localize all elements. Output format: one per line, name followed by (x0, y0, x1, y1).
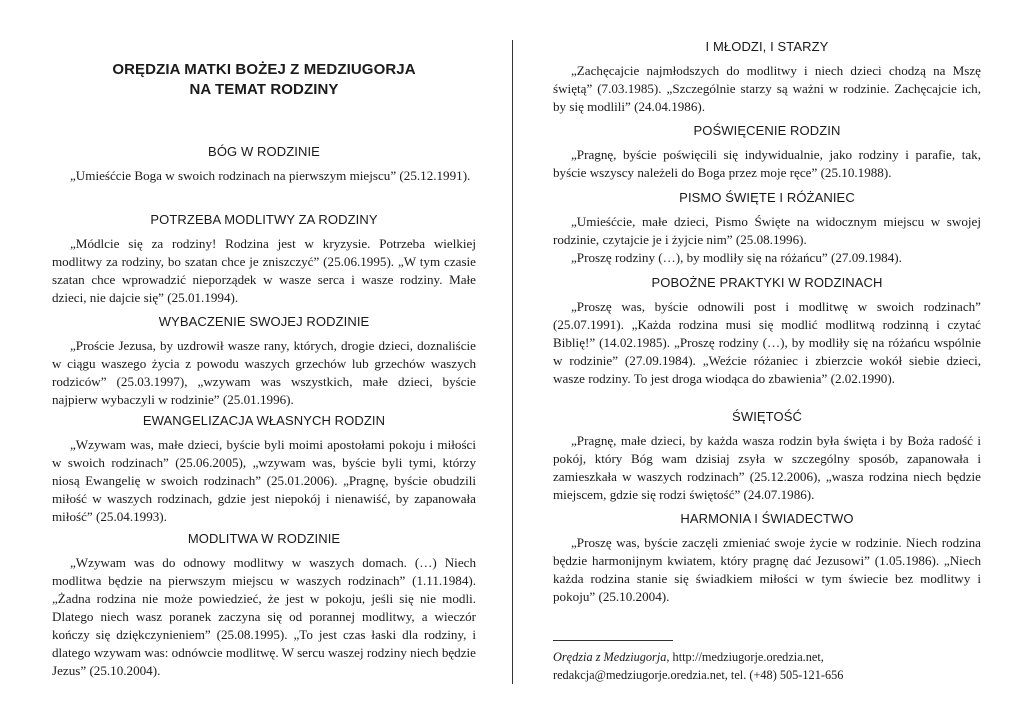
footnote-url[interactable]: , http://medziugorje.oredzia.net, (666, 650, 824, 664)
section-heading: EWANGELIZACJA WŁASNYCH RODZIN (142, 413, 386, 428)
section-swietosc (553, 408, 981, 504)
section-heading: I MŁODZI, I STARZY (705, 39, 829, 54)
section-body: „Wzywam was do odnowy modlitwy w waszych domach. (…) Niech modlitwa będzie na pierwszym miejscu w waszych rodzinach” (1.11.1984). „Żadna rodzina nie może powiedzieć, że jest w pokoju, jeśli się nie modli. Dlatego niech wasz poranek zaczyna się od porannej modlitwy, a wieczór kończy się dziękczynieniem” (25.08.1995). „To jest czas łaski dla rodziny, i dlatego wzywam was: odnówcie modlitwę. W sercu waszej rodziny niech będzie Jezus” (25.10.2004). (52, 555, 476, 678)
section-body: „Proszę was, byście odnowili post i modlitwę w swoich rodzinach” (25.07.1991). „Każda rodzina musi się modlić modlitwą rodzinną i czytać Biblię!” (14.02.1985). „Proszę rodziny (…), by modliły się na różańcu wspólnie w rodzinie” (27.09.1984). „Weźcie różaniec i zbierzcie wokół siebie dzieci, wasze rodziny. To jest droga wiodąca do zbawienia” (2.02.1990). (553, 299, 981, 386)
section-harmonia (553, 510, 981, 606)
section-pismo-swiete (553, 189, 981, 267)
section-body: „Proście Jezusa, by uzdrowił wasze rany, których, drogie dzieci, doznaliście w ciągu waszego życia z powodu waszych grzechów lub grzechów waszych rodziców” (25.03.1997), „wzywam was wszystkich, małe dzieci, byście najpierw wybaczyli w rodzinie” (25.01.1996). (52, 338, 476, 407)
section-body: „Umieśćcie Boga w swoich rodzinach na pierwszym miejscu” (25.12.1991). (70, 168, 471, 183)
section-heading: ŚWIĘTOŚĆ (732, 409, 802, 424)
section-heading: MODLITWA W RODZINIE (187, 531, 341, 546)
section-heading: POTRZEBA MODLITWY ZA RODZINY (150, 212, 378, 227)
column-divider (512, 40, 513, 684)
footnote-rule (553, 640, 673, 641)
section-pobozne-praktyki (553, 274, 981, 388)
title-line-2: NA TEMAT RODZINY (189, 81, 339, 98)
page-title (52, 60, 476, 100)
right-column (553, 0, 981, 725)
section-heading: WYBACZENIE SWOJEJ RODZINIE (158, 314, 370, 329)
section-mlodzi-starzy (553, 38, 981, 116)
section-heading: POBOŻNE PRAKTYKI W RODZINACH (651, 275, 883, 290)
left-column (52, 0, 476, 725)
section-body: „Umieśćcie, małe dzieci, Pismo Święte na widocznym miejscu w swojej rodzinie, czytajcie je i żyjcie nim” (25.08.1996). (553, 214, 981, 247)
footnote-contact[interactable]: redakcja@medziugorje.oredzia.net, tel. (+48) 505-121-656 (553, 668, 844, 682)
section-body: „Pragnę, byście poświęcili się indywidualnie, jako rodziny i parafie, tak, byście wszyscy należeli do Boga przez moje ręce” (25.10.1988). (553, 147, 981, 180)
section-wybaczenie (52, 313, 476, 409)
section-modlitwa-w-rodzinie (52, 530, 476, 680)
section-body: „Pragnę, małe dzieci, by każda wasza rodzin była święta i by Boża radość i pokój, który Bóg wam dzisiaj zsyła w szczególny sposób, zapanowała i zamieszkała w waszych rodzinach” (25.12.2006), „wasza rodzina niech będzie miejscem, gdzie się rodzi świętość” (24.07.1986). (553, 433, 981, 502)
section-heading: POŚWIĘCENIE RODZIN (693, 123, 841, 138)
title-line-1: ORĘDZIA MATKI BOŻEJ Z MEDZIUGORJA (112, 61, 416, 78)
section-bog-w-rodzinie (52, 143, 476, 185)
section-body: „Módlcie się za rodziny! Rodzina jest w kryzysie. Potrzeba wielkiej modlitwy za rodziny, bo szatan chce je zniszczyć” (25.06.1995). „W tym czasie szatan chce wprowadzić nieporządek w wasze serca i wasze rodziny. Małe dzieci, nie dajcie się” (25.01.1994). (52, 236, 476, 305)
footnote (553, 648, 981, 684)
section-heading: HARMONIA I ŚWIADECTWO (680, 511, 854, 526)
section-poswiecenie (553, 122, 981, 182)
section-heading: PISMO ŚWIĘTE I RÓŻANIEC (679, 190, 855, 205)
section-body: „Zachęcajcie najmłodszych do modlitwy i niech dzieci chodzą na Mszę świętą” (7.03.1985). „Szczególnie starzy są ważni w rodzinie. Zachęcajcie ich, by się modlili” (24.04.1986). (553, 63, 981, 114)
section-body: „Wzywam was, małe dzieci, byście byli moimi apostołami pokoju i miłości w swoich rodzinach” (25.06.2005), „wzywam was, byście byli tymi, którzy niosą Ewangelię w swoich rodzinach” (25.01.2006). „Pragnę, byście obudzili miłość w waszych rodzinach, gdzie jest niepokój i nienawiść, by zapanowała miłość” (25.04.1993). (52, 437, 476, 524)
section-ewangelizacja (52, 412, 476, 526)
footnote-source: Orędzia z Medziugorja (553, 650, 667, 664)
section-potrzeba-modlitwy (52, 211, 476, 307)
section-heading: BÓG W RODZINIE (208, 144, 320, 159)
section-body: „Proszę was, byście zaczęli zmieniać swoje życie w rodzinie. Niech rodzina będzie harmonijnym kwiatem, który pragnę dać Jezusowi” (1.05.1986). „Niech każda rodzina stanie się świadkiem miłości w tym świecie bez modlitwy i pokoju” (25.10.2004). (553, 535, 981, 604)
section-body-2: „Proszę rodziny (…), by modliły się na różańcu” (27.09.1984). (571, 250, 902, 265)
footnote-line-1 (553, 648, 981, 666)
